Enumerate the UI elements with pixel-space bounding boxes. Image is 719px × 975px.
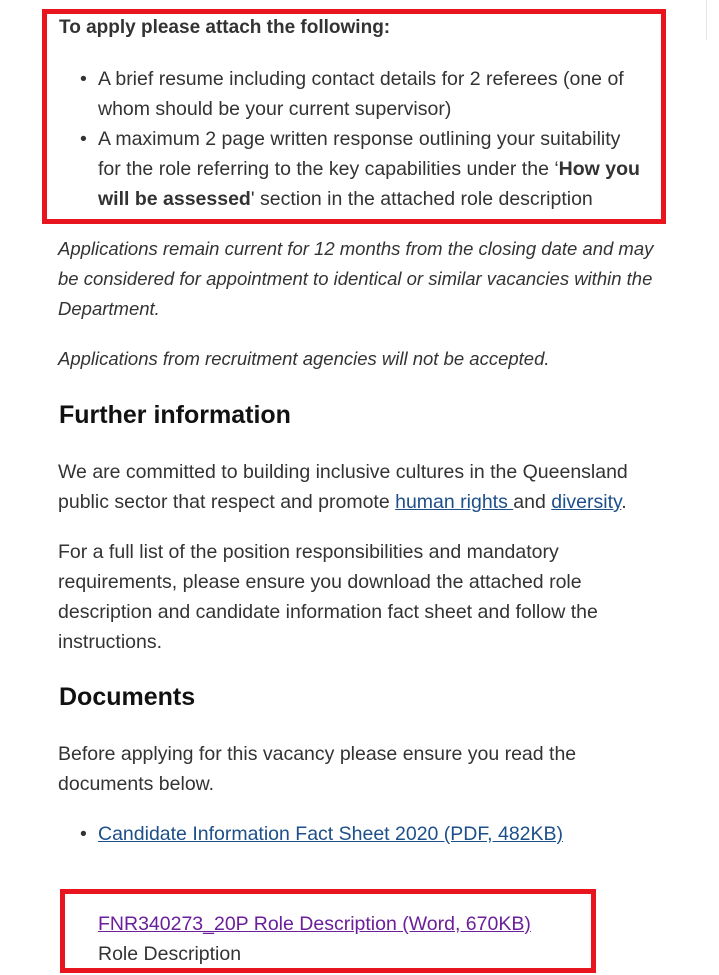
period-text: .	[621, 491, 627, 513]
documents-list	[80, 819, 563, 849]
documents-heading: Documents	[59, 683, 196, 711]
candidate-fact-sheet-link[interactable]: Candidate Information Fact Sheet 2020 (PDF, 482KB)	[98, 823, 564, 845]
role-description-link[interactable]: FNR340273_20P Role Description (Word, 670KB)	[98, 913, 531, 935]
role-description-document	[98, 909, 531, 969]
inclusive-cultures-paragraph	[58, 457, 678, 517]
scrollbar-edge[interactable]	[706, 0, 719, 40]
assessment-section-name: How you will be assessed	[98, 158, 640, 210]
response-requirement-text: A maximum 2 page written response outlining your suitability for the role referring to the key capabilities under the ‘	[98, 128, 621, 180]
documents-intro: Before applying for this vacancy please ensure you read the documents below.	[58, 743, 577, 795]
list-item	[80, 819, 563, 849]
further-information-heading: Further information	[59, 401, 291, 429]
human-rights-link[interactable]: human rights	[395, 491, 514, 513]
inclusive-text: We are committed to building inclusive cultures in the Queensland public sector that respect and promote	[58, 461, 628, 513]
list-item	[80, 64, 640, 124]
recruitment-agencies-note: Applications from recruitment agencies will not be accepted.	[58, 348, 550, 369]
applications-current-note: Applications remain current for 12 months from the closing date and may be considered for appointment to identical or similar vacancies within the Department.	[58, 238, 654, 319]
full-list-paragraph: For a full list of the position responsibilities and mandatory requirements, please ensure you download the attached role description and candidate information fact sheet and follow the instructions.	[58, 541, 598, 653]
and-text: and	[513, 491, 552, 513]
apply-requirements-list	[80, 64, 640, 214]
apply-heading: To apply please attach the following:	[59, 17, 391, 38]
response-requirement-text-end: ' section in the attached role description	[250, 188, 593, 210]
list-item	[80, 124, 640, 214]
diversity-link[interactable]: diversity	[551, 491, 622, 513]
resume-requirement: A brief resume including contact details for 2 referees (one of whom should be your current supervisor)	[98, 68, 624, 120]
role-description-caption: Role Description	[98, 943, 242, 965]
